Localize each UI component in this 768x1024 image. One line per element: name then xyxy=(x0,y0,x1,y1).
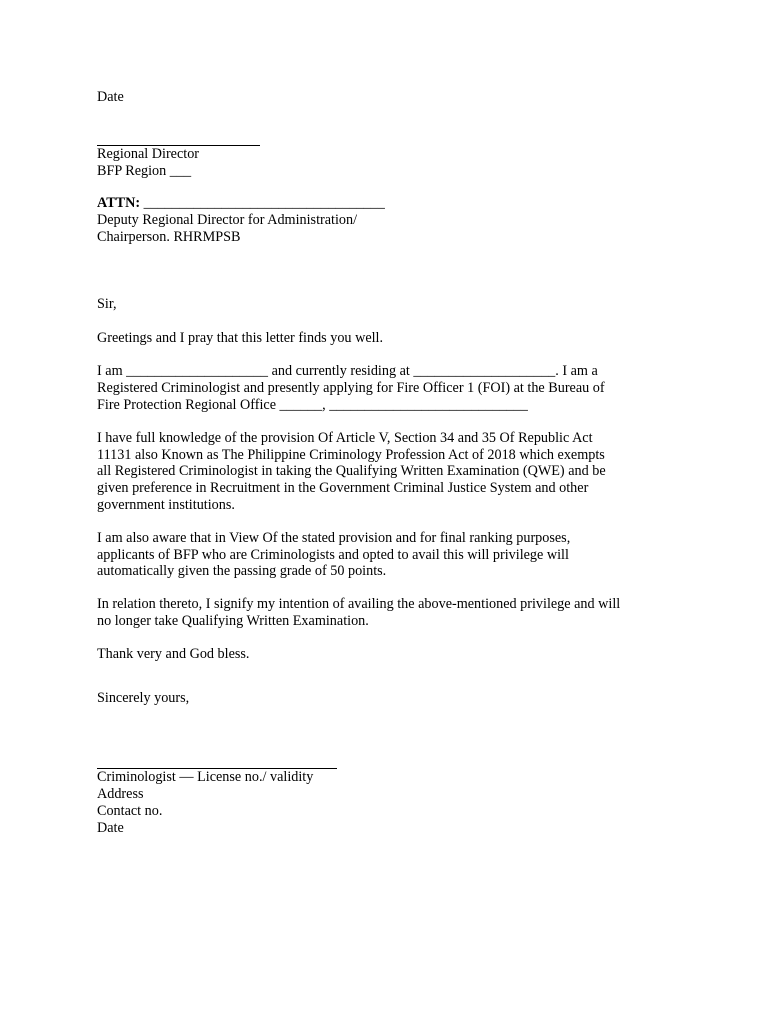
paragraph-introduction xyxy=(97,363,677,413)
recipient-region: BFP Region ___ xyxy=(97,162,192,179)
paragraph-line: In relation thereto, I signify my intention of availing the above-mentioned privilege and will xyxy=(97,596,621,613)
paragraph-line: all Registered Criminologist in taking the Qualifying Written Examination (QWE) and be xyxy=(97,463,606,480)
letter-date: Date xyxy=(97,89,124,105)
paragraph-line: no longer take Qualifying Written Examination. xyxy=(97,612,369,629)
paragraph-intention xyxy=(97,596,677,630)
signature-contact: Contact no. xyxy=(97,802,163,819)
attn-line xyxy=(97,195,677,212)
attn-blank: __________________________________ xyxy=(143,195,385,212)
paragraph-line: Fire Protection Regional Office ______, ____________________________ xyxy=(97,396,528,413)
thanks-line: Thank very and God bless. xyxy=(97,645,250,662)
paragraph-line: I am also aware that in View Of the stated provision and for final ranking purposes, xyxy=(97,529,571,546)
signature-license: Criminologist — License no./ validity xyxy=(97,769,314,786)
paragraph-line: automatically given the passing grade of 50 points. xyxy=(97,563,387,580)
paragraph-line: given preference in Recruitment in the Government Criminal Justice System and other xyxy=(97,480,589,497)
attn-position-line1: Deputy Regional Director for Administration/ xyxy=(97,212,358,229)
attn-position-line2: Chairperson. RHRMPSB xyxy=(97,228,241,245)
salutation: Sir, xyxy=(97,295,117,312)
signature-date: Date xyxy=(97,819,124,836)
paragraph-line: government institutions. xyxy=(97,496,235,513)
paragraph-knowledge xyxy=(97,430,677,514)
signature-address: Address xyxy=(97,786,144,803)
letter-page xyxy=(97,87,677,837)
recipient-title: Regional Director xyxy=(97,145,200,162)
closing-line: Sincerely yours, xyxy=(97,689,190,706)
paragraph-line: Registered Criminologist and presently applying for Fire Officer 1 (FOI) at the Bureau of xyxy=(97,380,605,397)
paragraph-line: 11131 also Known as The Philippine Criminology Profession Act of 2018 which exempts xyxy=(97,446,605,463)
paragraph-line: applicants of BFP who are Criminologists and opted to avail this will privilege will xyxy=(97,546,569,563)
paragraph-awareness xyxy=(97,530,677,580)
greeting-paragraph: Greetings and I pray that this letter finds you well. xyxy=(97,329,384,346)
paragraph-line: I have full knowledge of the provision Of Article V, Section 34 and 35 Of Republic Act xyxy=(97,429,593,446)
paragraph-line: I am ____________________ and currently residing at ____________________. I am a xyxy=(97,363,598,380)
attn-label: ATTN: xyxy=(97,195,141,212)
